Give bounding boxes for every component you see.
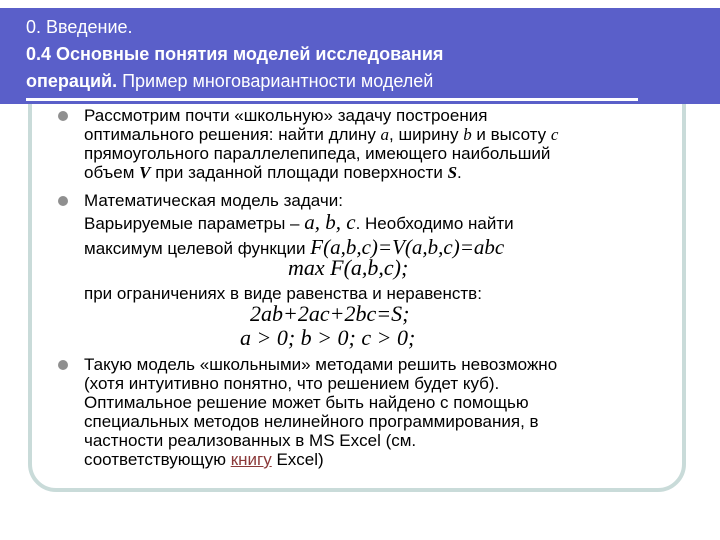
slide-title-line-1: 0.4 Основные понятия моделей исследования [26, 44, 444, 64]
constraints-label: при ограничениях в виде равенства и неравенств: [84, 284, 482, 303]
bullet-icon [58, 111, 68, 121]
item2-line3: максимум целевой функции F(a,b,c)=V(a,b,c)=abc [84, 235, 505, 259]
section-title: 0. Введение. [26, 17, 133, 37]
item3-line2: (хотя интуитивно понятно, что решением будет куб). [84, 374, 500, 393]
item1-line2: оптимального решения: найти длину a, ширину b и высоту c [84, 125, 559, 144]
bullet-item-1 [84, 106, 669, 182]
constraint-equality: 2ab+2ac+2bc=S; [250, 301, 410, 326]
slide-title-bold-part: операций. [26, 71, 118, 91]
slide-header [0, 8, 720, 104]
slide-title-line-2 [26, 70, 433, 92]
slide-title-rest: Пример многовариантности моделей [117, 71, 434, 91]
item1-line4: объем V при заданной площади поверхности S. [84, 163, 462, 182]
item2-line1: Математическая модель задачи: [84, 191, 343, 210]
bullet-item-2 [84, 191, 669, 258]
item3-line3: Оптимальное решение может быть найдено с помощью [84, 393, 529, 412]
constraint-inequalities: a > 0; b > 0; c > 0; [240, 325, 416, 350]
bullet-item-3 [84, 355, 669, 469]
bullet-icon [58, 196, 68, 206]
item3-line6: соответствующую книгу Excel) [84, 450, 324, 469]
item1-line1: Рассмотрим почти «школьную» задачу построения [84, 106, 488, 125]
excel-book-link[interactable]: книгу [230, 450, 272, 469]
item3-line1: Такую модель «школьными» методами решить невозможно [84, 355, 558, 374]
bullet-icon [58, 360, 68, 370]
item1-line3: прямоугольного параллелепипеда, имеющего наибольший [84, 144, 551, 163]
item3-line5: частности реализованных в MS Excel (см. [84, 431, 417, 450]
header-underline [26, 98, 638, 101]
item2-line2: Варьируемые параметры – a, b, c. Необходимо найти [84, 210, 514, 234]
item3-line4: специальных методов нелинейного программирования, в [84, 412, 539, 431]
objective-max: max F(a,b,c); [288, 255, 409, 280]
